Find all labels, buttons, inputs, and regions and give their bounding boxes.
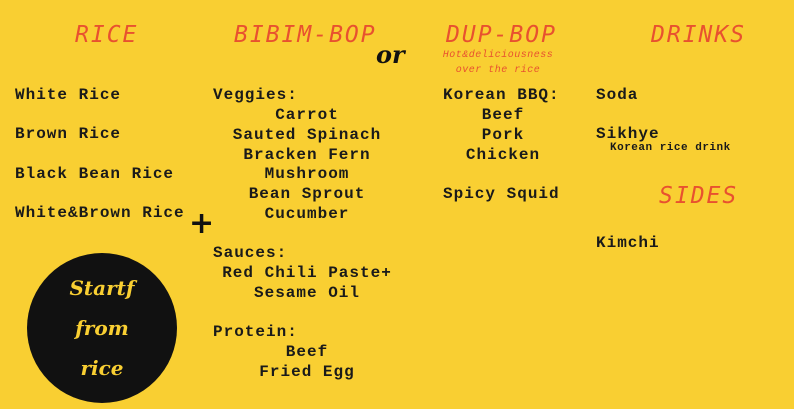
plus-connector: + bbox=[189, 206, 215, 241]
veggie-bean-sprout: Bean Sprout bbox=[248, 185, 366, 204]
sauces-list bbox=[222, 264, 392, 304]
sauce-chili-paste: Red Chili Paste+ bbox=[222, 264, 392, 282]
side-kimchi: Kimchi bbox=[596, 234, 660, 252]
dupbop-heading: DUP-BOP bbox=[446, 22, 557, 48]
bbq-label: Korean BBQ: bbox=[443, 86, 560, 104]
veggies-list bbox=[222, 106, 392, 225]
rice-item-black-bean: Black Bean Rice bbox=[15, 165, 175, 183]
veggie-spinach: Sauted Spinach bbox=[232, 125, 382, 144]
protein-fried-egg: Fried Egg bbox=[259, 362, 355, 381]
veggie-cucumber: Cucumber bbox=[264, 204, 350, 223]
dupbop-tagline-2: over the rice bbox=[455, 65, 541, 76]
dupbop-tagline-1: Hot&deliciousness bbox=[442, 50, 554, 61]
badge-line-3: rice bbox=[80, 356, 124, 380]
drinks-heading: DRINKS bbox=[651, 22, 747, 48]
sikhye-note: Korean rice drink bbox=[610, 142, 731, 154]
rice-item-white: White Rice bbox=[15, 86, 122, 104]
veggies-label: Veggies: bbox=[213, 86, 298, 104]
sauce-sesame-oil: Sesame Oil bbox=[253, 283, 360, 302]
rice-heading: RICE bbox=[75, 22, 139, 48]
drink-soda: Soda bbox=[596, 86, 639, 104]
bbq-list bbox=[443, 106, 563, 165]
protein-list bbox=[222, 343, 392, 383]
badge-line-1: Startf bbox=[69, 276, 135, 300]
or-connector: or bbox=[376, 40, 405, 69]
dupbop-tagline bbox=[431, 48, 565, 78]
bbq-beef: Beef bbox=[481, 106, 525, 124]
badge-line-2: from bbox=[75, 316, 129, 340]
sauces-label: Sauces: bbox=[213, 244, 288, 262]
bbq-chicken: Chicken bbox=[465, 145, 541, 164]
drink-sikhye: Sikhye bbox=[596, 125, 660, 143]
veggie-carrot: Carrot bbox=[275, 106, 339, 124]
bibimbop-heading: BIBIM-BOP bbox=[234, 22, 377, 48]
veggie-mushroom: Mushroom bbox=[264, 165, 350, 184]
protein-label: Protein: bbox=[213, 323, 298, 341]
start-from-rice-badge bbox=[27, 253, 177, 403]
rice-item-brown: Brown Rice bbox=[15, 125, 122, 143]
spicy-squid: Spicy Squid bbox=[443, 185, 560, 203]
sides-heading: SIDES bbox=[659, 183, 739, 209]
bbq-pork: Pork bbox=[481, 125, 525, 144]
rice-item-white-brown: White&Brown Rice bbox=[15, 204, 185, 222]
veggie-bracken-fern: Bracken Fern bbox=[243, 145, 371, 164]
protein-beef: Beef bbox=[285, 343, 329, 361]
